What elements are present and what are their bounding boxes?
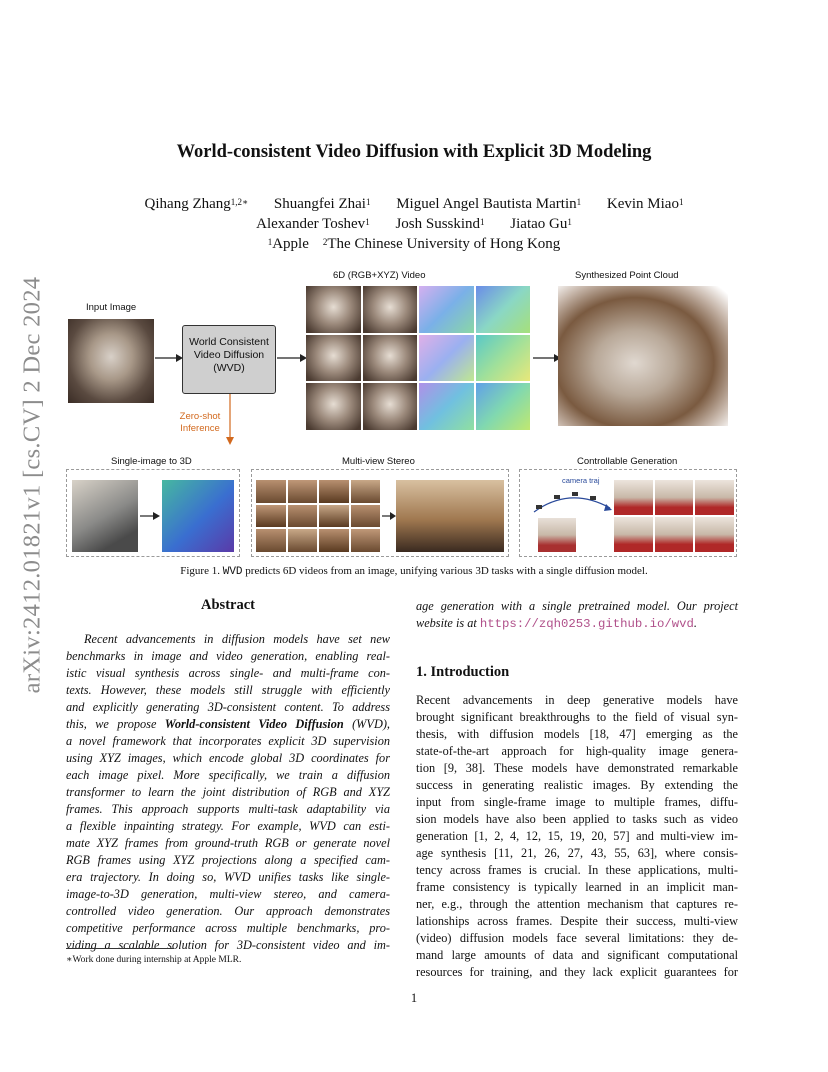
toy-truck-image: [72, 480, 138, 552]
video-grid: [306, 286, 530, 430]
panel-3-title: Controllable Generation: [577, 456, 678, 467]
point-cloud-label: Synthesized Point Cloud: [575, 270, 679, 281]
author: Miguel Angel Bautista Martin$^1$: [396, 196, 582, 212]
abstract-heading: Abstract: [201, 597, 255, 613]
page-number: 1: [410, 991, 418, 1005]
figure-caption: Figure 1. WVD predicts 6D videos from an image, unifying various 3D tasks with a single diffusion model.: [180, 565, 648, 578]
arrow-right-icon: [276, 352, 308, 364]
author: Kevin Miao$^1$: [606, 196, 684, 212]
camera-traj-label: camera traj: [562, 476, 600, 485]
arxiv-stamp-text: arXiv:2412.01821v1 [cs.CV] 2 Dec 2024: [18, 276, 45, 694]
affiliations: $^1$Apple $^2$The Chinese University of Hong Kong: [267, 236, 561, 252]
video-label: 6D (RGB+XYZ) Video: [333, 270, 426, 281]
abstract-body: Recent advancements in diffusion models have set new benchmarks in image and video generation, enabling real- istic visual synthesis across single- and multi-frame con- texts. However, these models still struggle with efficiently and explicitly generating 3D-consistent content. To address this, we propose World-consistent Video Diffusion (WVD), a novel framework that incorporates explicit 3D supervision using XYZ images, which encode global 3D coordinates for each image pixel. More specifically, we train a diffusion transformer to learn the joint distribution of RGB and XYZ frames. This approach supports multi-task adaptability via a flexible inpainting strategy. For example, WVD can esti- mate XYZ frames from ground-truth RGB or generate novel RGB frames using XYZ projections along a specified cam- era trajectory. In doing so, WVD unifies tasks like single- image-to-3D generation, multi-view stereo, and camera- controlled video generation. Our approach demonstrates competitive performance across multiple benchmarks, pro- viding a scalable solution for 3D-consistent video and im-: [66, 632, 390, 952]
zero-shot-label: Zero-shot Inference: [179, 411, 221, 434]
panel-1-title: Single-image to 3D: [111, 456, 192, 467]
mvs-input-grid: [256, 480, 380, 552]
introduction-heading: 1. Introduction: [416, 664, 510, 680]
toy-truck-xyz-image: [162, 480, 234, 552]
author-line-2: [0, 214, 828, 234]
footnote-rule: [66, 948, 174, 949]
project-website-link[interactable]: https://zqh0253.github.io/wvd: [479, 617, 694, 631]
mvs-reconstruction-image: [396, 480, 504, 552]
author: Shuangfei Zhai$^1$: [273, 196, 371, 212]
introduction-body: Recent advancements in deep generative models have brought significant breakthroughs to the field of visual syn- thesis, with diffusion models [18, 47] emerging as the state-of-the-art approach for high-quality image genera- tion [9, 38]. These models have demonstrated remarkable success in generating realistic images. By extending the input from single-frame image to multiple frames, diffu- sion models have also been applied to tasks such as video generation [1, 2, 4, 12, 15, 19, 20, 57] and multi-view im- age synthesis [11, 21, 26, 27, 43, 55, 63], where consis- tency across frames is crucial. In these applications, multi- frame consistency is typically learned in an implicit man- ner, e.g., through the attention mechanism that captures re- lationships across frames. Despite their success, multi-view (video) diffusion models face several limitations: they de- mand large amounts of data and significant computational resources for training, and they lack explicit guarantees for: [416, 693, 738, 979]
abstract-continuation: age generation with a single pretrained model. Our project website is at https://zqh0253.github.io/wvd.: [416, 599, 738, 631]
input-image-label: Input Image: [86, 302, 137, 313]
arrow-right-icon: [381, 510, 397, 522]
controllable-output-grid: [614, 480, 734, 552]
author: Qihang Zhang$^{1,2∗}$: [144, 196, 249, 212]
panel-2-title: Multi-view Stereo: [342, 456, 415, 467]
arrow-right-icon: [154, 352, 184, 364]
paper-title: World-consistent Video Diffusion with Explicit 3D Modeling: [176, 142, 652, 162]
camera-trajectory-icon: [526, 482, 616, 518]
author-line-1: [0, 194, 828, 214]
input-buddha-image: [68, 319, 154, 403]
author: Alexander Toshev$^1$: [256, 216, 370, 232]
wvd-model-box: World Consistent Video Diffusion (WVD): [182, 325, 276, 394]
point-cloud-image: [558, 286, 728, 426]
footnote: ∗Work done during internship at Apple MLR.: [66, 955, 242, 965]
controllable-input-image: [538, 518, 576, 552]
author: Jiatao Gu$^1$: [510, 216, 572, 232]
arxiv-stamp: [6, 276, 58, 694]
author: Josh Susskind$^1$: [395, 216, 485, 232]
arrow-right-icon: [139, 510, 161, 522]
